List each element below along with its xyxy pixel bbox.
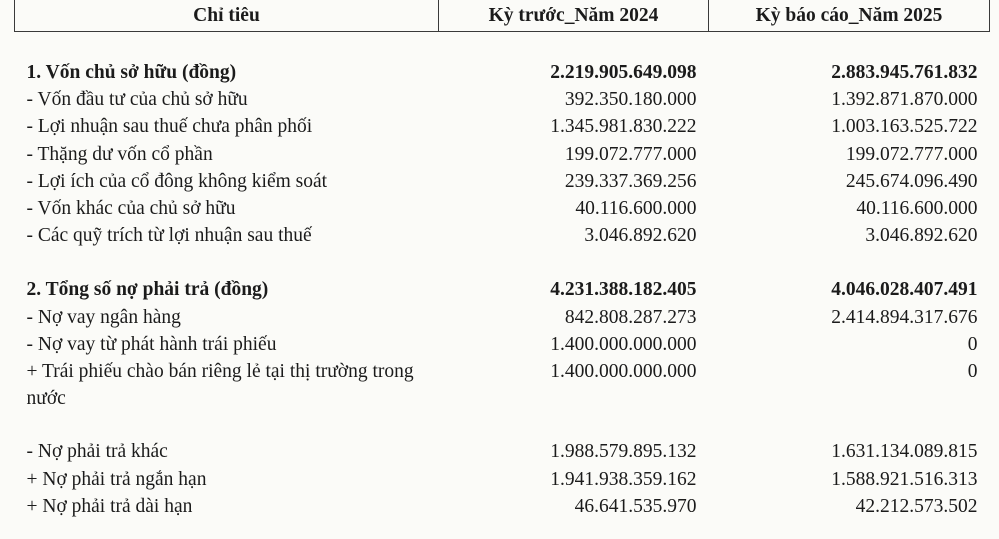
value-prev: 842.808.287.273: [564, 306, 697, 328]
value-prev: 1.400.000.000.000: [550, 361, 697, 383]
row-label: - Thặng dư vốn cổ phần: [26, 143, 213, 165]
financial-table: [14, 0, 990, 520]
table-row: [15, 493, 990, 520]
value-prev: 239.337.369.256: [564, 170, 697, 192]
row-label: 1. Vốn chủ sở hữu (đồng): [26, 62, 237, 83]
header-previous-period: Kỳ trước_Năm 2024: [439, 0, 709, 32]
value-curr: 4.046.028.407.491: [831, 279, 978, 301]
row-label: - Các quỹ trích từ lợi nhuận sau thuế: [26, 225, 312, 247]
row-label: + Nợ phải trả ngắn hạn: [26, 468, 207, 490]
row-label: - Lợi ích của cổ đông không kiểm soát: [26, 170, 328, 192]
value-prev: 1.345.981.830.222: [550, 116, 697, 138]
table-row: [15, 113, 990, 140]
value-prev: 40.116.600.000: [575, 198, 697, 220]
row-label: - Nợ phải trả khác: [26, 441, 168, 463]
table-row: [15, 466, 990, 493]
table-row: [15, 86, 990, 113]
table-row: [15, 222, 990, 249]
spacer-row: [15, 32, 990, 60]
value-curr: 3.046.892.620: [865, 225, 978, 247]
row-label: - Nợ vay từ phát hành trái phiếu: [26, 333, 277, 355]
header-indicator: Chỉ tiêu: [15, 0, 439, 32]
value-curr: 0: [967, 333, 978, 355]
value-curr: 1.392.871.870.000: [831, 89, 978, 111]
value-curr: 1.003.163.525.722: [831, 116, 978, 138]
value-curr: 42.212.573.502: [855, 495, 978, 517]
value-prev: 2.219.905.649.098: [550, 62, 697, 83]
row-label: 2. Tổng số nợ phải trả (đồng): [26, 279, 269, 301]
value-prev: 199.072.777.000: [564, 143, 697, 165]
value-curr: 199.072.777.000: [845, 143, 978, 165]
value-prev: 1.988.579.895.132: [550, 441, 697, 463]
value-curr: 2.414.894.317.676: [831, 306, 978, 328]
row-label: - Lợi nhuận sau thuế chưa phân phối: [26, 116, 313, 138]
row-label: - Vốn đầu tư của chủ sở hữu: [26, 89, 248, 111]
table-row: [15, 438, 990, 465]
row-label: - Nợ vay ngân hàng: [26, 306, 181, 328]
table-header-row: [15, 0, 990, 32]
value-prev: 1.941.938.359.162: [550, 468, 697, 490]
liabilities-total-row: [15, 276, 990, 303]
value-curr: 1.588.921.516.313: [831, 468, 978, 490]
row-label: + Nợ phải trả dài hạn: [26, 495, 193, 517]
table-row: [15, 141, 990, 168]
spacer-row: [15, 249, 990, 276]
value-prev: 392.350.180.000: [564, 89, 697, 111]
equity-total-row: [15, 59, 990, 86]
row-label: + Trái phiếu chào bán riêng lẻ tại thị trường trong nước: [26, 361, 414, 410]
header-current-period: Kỳ báo cáo_Năm 2025: [709, 0, 990, 32]
table-row: [15, 304, 990, 331]
table-row: [15, 168, 990, 195]
value-curr: 1.631.134.089.815: [831, 441, 978, 463]
table-row: [15, 195, 990, 222]
value-curr: 40.116.600.000: [856, 198, 978, 220]
value-prev: 46.641.535.970: [574, 495, 697, 517]
row-label: - Vốn khác của chủ sở hữu: [26, 198, 236, 220]
value-prev: 3.046.892.620: [584, 225, 697, 247]
value-prev: 4.231.388.182.405: [550, 279, 697, 301]
value-curr: 245.674.096.490: [845, 170, 978, 192]
spacer-row: [15, 412, 990, 438]
value-prev: 1.400.000.000.000: [550, 333, 697, 355]
value-curr: 0: [967, 361, 978, 383]
table-row: [15, 331, 990, 358]
value-curr: 2.883.945.761.832: [831, 62, 978, 83]
table-row: [15, 358, 990, 412]
